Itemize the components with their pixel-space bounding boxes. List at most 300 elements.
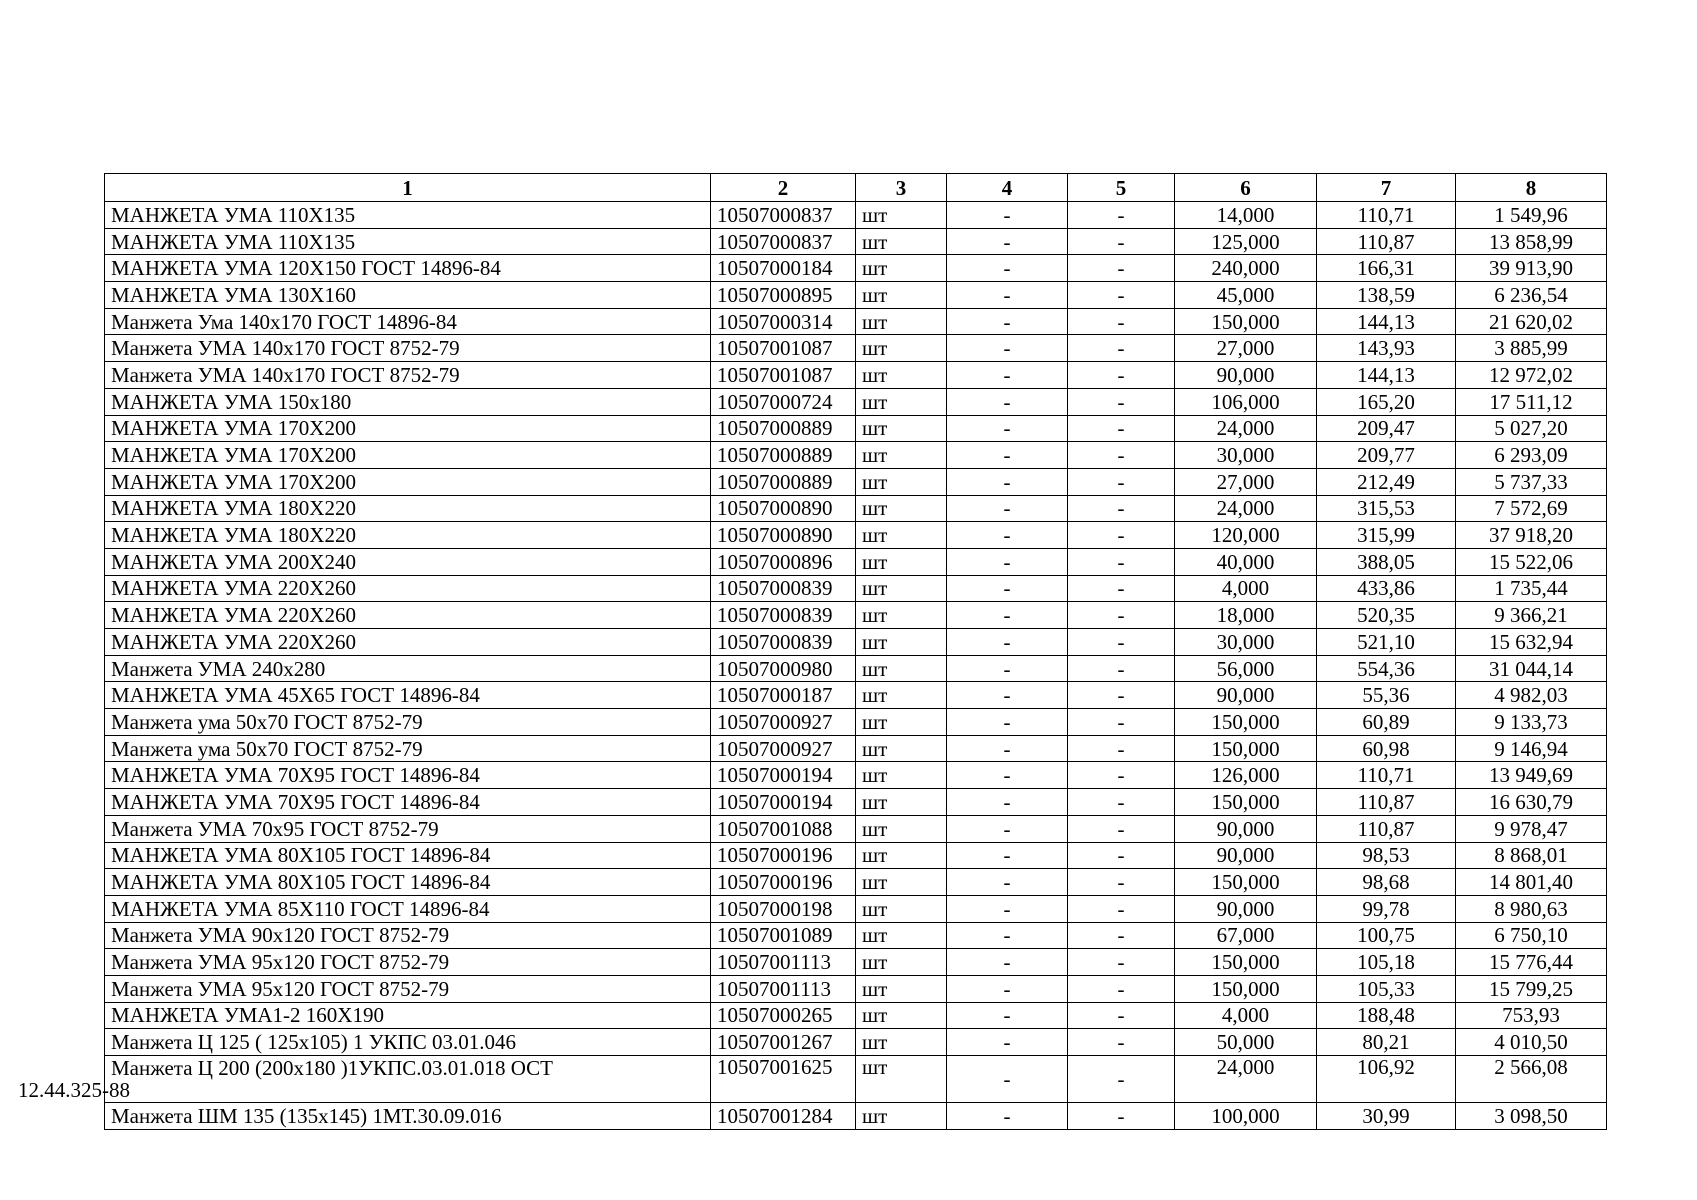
cell-price: 315,99 bbox=[1317, 522, 1456, 549]
table-row bbox=[105, 975, 1607, 1002]
cell-code: 10507000184 bbox=[711, 255, 856, 282]
table-row bbox=[105, 949, 1607, 976]
cell-unit: шт bbox=[856, 682, 947, 709]
cell-code: 10507000839 bbox=[711, 575, 856, 602]
cell-price: 98,68 bbox=[1317, 869, 1456, 896]
cell-col4: - bbox=[947, 228, 1068, 255]
cell-name: Манжета ума 50х70 ГОСТ 8752-79 bbox=[105, 735, 711, 762]
cell-name: МАНЖЕТА УМА 45Х65 ГОСТ 14896-84 bbox=[105, 682, 711, 709]
cell-price: 144,13 bbox=[1317, 362, 1456, 389]
cell-quantity: 50,000 bbox=[1175, 1029, 1317, 1056]
cell-sum: 9 146,94 bbox=[1456, 735, 1607, 762]
cell-col5: - bbox=[1068, 228, 1175, 255]
cell-quantity: 24,000 bbox=[1175, 1056, 1317, 1103]
cell-col5: - bbox=[1068, 709, 1175, 736]
cell-sum: 1 549,96 bbox=[1456, 202, 1607, 229]
cell-quantity: 90,000 bbox=[1175, 815, 1317, 842]
cell-col5: - bbox=[1068, 255, 1175, 282]
cell-unit: шт bbox=[856, 629, 947, 656]
cell-quantity: 24,000 bbox=[1175, 495, 1317, 522]
cell-quantity: 4,000 bbox=[1175, 1002, 1317, 1029]
table-row bbox=[105, 1002, 1607, 1029]
header-row bbox=[105, 174, 1607, 202]
cell-price: 165,20 bbox=[1317, 388, 1456, 415]
table-row bbox=[105, 442, 1607, 469]
cell-price: 100,75 bbox=[1317, 922, 1456, 949]
cell-col4: - bbox=[947, 949, 1068, 976]
cell-col5: - bbox=[1068, 282, 1175, 309]
table-row bbox=[105, 415, 1607, 442]
cell-col4: - bbox=[947, 682, 1068, 709]
cell-sum: 8 868,01 bbox=[1456, 842, 1607, 869]
cell-code: 10507001113 bbox=[711, 949, 856, 976]
cell-code: 10507000889 bbox=[711, 442, 856, 469]
cell-name: МАНЖЕТА УМА 220Х260 bbox=[105, 602, 711, 629]
cell-col5: - bbox=[1068, 1103, 1175, 1130]
cell-code: 10507000194 bbox=[711, 789, 856, 816]
cell-col4: - bbox=[947, 468, 1068, 495]
cell-name: МАНЖЕТА УМА 220Х260 bbox=[105, 575, 711, 602]
cell-price: 209,77 bbox=[1317, 442, 1456, 469]
cell-quantity: 150,000 bbox=[1175, 789, 1317, 816]
cell-col5: - bbox=[1068, 495, 1175, 522]
cell-price: 209,47 bbox=[1317, 415, 1456, 442]
cell-name: МАНЖЕТА УМА 85Х110 ГОСТ 14896-84 bbox=[105, 895, 711, 922]
cell-code: 10507000196 bbox=[711, 842, 856, 869]
cell-sum: 1 735,44 bbox=[1456, 575, 1607, 602]
cell-quantity: 40,000 bbox=[1175, 548, 1317, 575]
cell-name: МАНЖЕТА УМА 170Х200 bbox=[105, 468, 711, 495]
cell-name: МАНЖЕТА УМА 110Х135 bbox=[105, 202, 711, 229]
cell-name bbox=[18, 1056, 711, 1103]
header-col-8: 8 bbox=[1456, 174, 1607, 202]
cell-sum: 5 737,33 bbox=[1456, 468, 1607, 495]
table-row-wrapped bbox=[105, 1056, 1607, 1103]
cell-col4: - bbox=[947, 202, 1068, 229]
cell-col5: - bbox=[1068, 895, 1175, 922]
table-row bbox=[105, 682, 1607, 709]
cell-col4: - bbox=[947, 815, 1068, 842]
cell-col4: - bbox=[947, 1002, 1068, 1029]
cell-col5: - bbox=[1068, 789, 1175, 816]
cell-col4: - bbox=[947, 415, 1068, 442]
cell-unit: шт bbox=[856, 922, 947, 949]
cell-unit: шт bbox=[856, 869, 947, 896]
cell-code: 10507001113 bbox=[711, 975, 856, 1002]
table-row bbox=[105, 895, 1607, 922]
cell-col4: - bbox=[947, 522, 1068, 549]
cell-name: Манжета УМА 240х280 bbox=[105, 655, 711, 682]
cell-col4: - bbox=[947, 975, 1068, 1002]
cell-unit: шт bbox=[856, 415, 947, 442]
cell-col5: - bbox=[1068, 949, 1175, 976]
cell-unit: шт bbox=[856, 202, 947, 229]
cell-quantity: 150,000 bbox=[1175, 869, 1317, 896]
cell-unit: шт bbox=[856, 975, 947, 1002]
cell-col4: - bbox=[947, 789, 1068, 816]
cell-col4: - bbox=[947, 282, 1068, 309]
cell-quantity: 90,000 bbox=[1175, 362, 1317, 389]
cell-sum: 4 982,03 bbox=[1456, 682, 1607, 709]
header-col-2: 2 bbox=[711, 174, 856, 202]
cell-sum: 15 799,25 bbox=[1456, 975, 1607, 1002]
table-row bbox=[105, 655, 1607, 682]
cell-name: МАНЖЕТА УМА 80Х105 ГОСТ 14896-84 bbox=[105, 842, 711, 869]
cell-quantity: 150,000 bbox=[1175, 709, 1317, 736]
cell-quantity: 27,000 bbox=[1175, 335, 1317, 362]
cell-col5: - bbox=[1068, 815, 1175, 842]
cell-code: 10507000839 bbox=[711, 602, 856, 629]
table-row bbox=[105, 548, 1607, 575]
table-row bbox=[105, 869, 1607, 896]
cell-sum: 6 236,54 bbox=[1456, 282, 1607, 309]
cell-unit: шт bbox=[856, 362, 947, 389]
cell-sum: 3 885,99 bbox=[1456, 335, 1607, 362]
table-row bbox=[105, 495, 1607, 522]
cell-code: 10507000980 bbox=[711, 655, 856, 682]
cell-quantity: 125,000 bbox=[1175, 228, 1317, 255]
cell-name-line-1: Манжета Ц 200 (200х180 )1УКПС.03.01.018 ОСТ bbox=[111, 1056, 553, 1080]
table-row bbox=[105, 362, 1607, 389]
cell-code: 10507000198 bbox=[711, 895, 856, 922]
cell-name: Манжета УМА 140х170 ГОСТ 8752-79 bbox=[105, 335, 711, 362]
cell-col4: - bbox=[947, 362, 1068, 389]
cell-col4: - bbox=[947, 709, 1068, 736]
cell-col4: - bbox=[947, 735, 1068, 762]
cell-code: 10507000839 bbox=[711, 629, 856, 656]
cell-col5: - bbox=[1068, 362, 1175, 389]
cell-code: 10507000837 bbox=[711, 228, 856, 255]
cell-price: 30,99 bbox=[1317, 1103, 1456, 1130]
cell-unit: шт bbox=[856, 815, 947, 842]
cell-code: 10507000314 bbox=[711, 308, 856, 335]
cell-code: 10507000889 bbox=[711, 415, 856, 442]
cell-unit: шт bbox=[856, 949, 947, 976]
cell-name: Манжета УМА 90х120 ГОСТ 8752-79 bbox=[105, 922, 711, 949]
cell-quantity: 240,000 bbox=[1175, 255, 1317, 282]
cell-name: Манжета УМА 140х170 ГОСТ 8752-79 bbox=[105, 362, 711, 389]
cell-col4: - bbox=[947, 869, 1068, 896]
cell-sum: 15 522,06 bbox=[1456, 548, 1607, 575]
table-row bbox=[105, 602, 1607, 629]
cell-code: 10507000187 bbox=[711, 682, 856, 709]
cell-price: 106,92 bbox=[1317, 1056, 1456, 1103]
cell-col5: - bbox=[1068, 922, 1175, 949]
cell-price: 433,86 bbox=[1317, 575, 1456, 602]
cell-unit: шт bbox=[856, 255, 947, 282]
cell-code: 10507000196 bbox=[711, 869, 856, 896]
cell-col4: - bbox=[947, 548, 1068, 575]
cell-price: 212,49 bbox=[1317, 468, 1456, 495]
cell-name: МАНЖЕТА УМА 220Х260 bbox=[105, 629, 711, 656]
cell-unit: шт bbox=[856, 735, 947, 762]
cell-name: МАНЖЕТА УМА 70Х95 ГОСТ 14896-84 bbox=[105, 762, 711, 789]
cell-sum: 9 978,47 bbox=[1456, 815, 1607, 842]
cell-name: Манжета ума 50х70 ГОСТ 8752-79 bbox=[105, 709, 711, 736]
cell-price: 138,59 bbox=[1317, 282, 1456, 309]
cell-unit: шт bbox=[856, 442, 947, 469]
cell-col5: - bbox=[1068, 548, 1175, 575]
cell-name: МАНЖЕТА УМА 80Х105 ГОСТ 14896-84 bbox=[105, 869, 711, 896]
cell-col4: - bbox=[947, 255, 1068, 282]
cell-col4: - bbox=[947, 655, 1068, 682]
cell-name: МАНЖЕТА УМА 170Х200 bbox=[105, 415, 711, 442]
cell-sum: 9 133,73 bbox=[1456, 709, 1607, 736]
cell-col5: - bbox=[1068, 522, 1175, 549]
cell-code: 10507000265 bbox=[711, 1002, 856, 1029]
cell-unit: шт bbox=[856, 335, 947, 362]
cell-quantity: 90,000 bbox=[1175, 842, 1317, 869]
cell-unit: шт bbox=[856, 282, 947, 309]
cell-quantity: 150,000 bbox=[1175, 735, 1317, 762]
cell-quantity: 4,000 bbox=[1175, 575, 1317, 602]
table-row bbox=[105, 388, 1607, 415]
cell-unit: шт bbox=[856, 495, 947, 522]
cell-name: Манжета УМА 95х120 ГОСТ 8752-79 bbox=[105, 975, 711, 1002]
cell-quantity: 150,000 bbox=[1175, 308, 1317, 335]
cell-col5: - bbox=[1068, 202, 1175, 229]
table-row-last bbox=[105, 1103, 1607, 1130]
cell-col4: - bbox=[947, 1103, 1068, 1130]
cell-code: 10507000890 bbox=[711, 522, 856, 549]
cell-sum: 7 572,69 bbox=[1456, 495, 1607, 522]
cell-col4: - bbox=[947, 842, 1068, 869]
cell-code: 10507001284 bbox=[711, 1103, 856, 1130]
cell-col5: - bbox=[1068, 629, 1175, 656]
header-col-7: 7 bbox=[1317, 174, 1456, 202]
cell-name: МАНЖЕТА УМА1-2 160Х190 bbox=[105, 1002, 711, 1029]
cell-quantity: 100,000 bbox=[1175, 1103, 1317, 1130]
cell-price: 55,36 bbox=[1317, 682, 1456, 709]
cell-unit: шт bbox=[856, 468, 947, 495]
cell-unit: шт bbox=[856, 762, 947, 789]
cell-sum: 15 632,94 bbox=[1456, 629, 1607, 656]
cell-price: 144,13 bbox=[1317, 308, 1456, 335]
cell-unit: шт bbox=[856, 1056, 947, 1103]
cell-col5: - bbox=[1068, 415, 1175, 442]
cell-col5: - bbox=[1068, 842, 1175, 869]
cell-quantity: 90,000 bbox=[1175, 895, 1317, 922]
cell-col5: - bbox=[1068, 1056, 1175, 1103]
cell-price: 80,21 bbox=[1317, 1029, 1456, 1056]
cell-code: 10507001625 bbox=[711, 1056, 856, 1103]
cell-sum: 31 044,14 bbox=[1456, 655, 1607, 682]
cell-name: Манжета УМА 70х95 ГОСТ 8752-79 bbox=[105, 815, 711, 842]
cell-unit: шт bbox=[856, 548, 947, 575]
table-row bbox=[105, 735, 1607, 762]
cell-unit: шт bbox=[856, 789, 947, 816]
cell-price: 60,89 bbox=[1317, 709, 1456, 736]
cell-code: 10507000724 bbox=[711, 388, 856, 415]
cell-quantity: 24,000 bbox=[1175, 415, 1317, 442]
table-row bbox=[105, 629, 1607, 656]
cell-quantity: 150,000 bbox=[1175, 949, 1317, 976]
table-row bbox=[105, 308, 1607, 335]
cell-price: 105,33 bbox=[1317, 975, 1456, 1002]
cell-col5: - bbox=[1068, 1029, 1175, 1056]
cell-quantity: 126,000 bbox=[1175, 762, 1317, 789]
header-col-3: 3 bbox=[856, 174, 947, 202]
cell-unit: шт bbox=[856, 388, 947, 415]
cell-price: 521,10 bbox=[1317, 629, 1456, 656]
cell-col5: - bbox=[1068, 762, 1175, 789]
cell-col5: - bbox=[1068, 442, 1175, 469]
cell-price: 143,93 bbox=[1317, 335, 1456, 362]
cell-col5: - bbox=[1068, 468, 1175, 495]
table-row bbox=[105, 335, 1607, 362]
cell-sum: 6 293,09 bbox=[1456, 442, 1607, 469]
cell-price: 110,87 bbox=[1317, 228, 1456, 255]
cell-quantity: 90,000 bbox=[1175, 682, 1317, 709]
cell-name: МАНЖЕТА УМА 110Х135 bbox=[105, 228, 711, 255]
cell-unit: шт bbox=[856, 1029, 947, 1056]
cell-col4: - bbox=[947, 1056, 1068, 1103]
cell-col4: - bbox=[947, 629, 1068, 656]
cell-unit: шт bbox=[856, 308, 947, 335]
cell-price: 388,05 bbox=[1317, 548, 1456, 575]
cell-code: 10507000896 bbox=[711, 548, 856, 575]
cell-code: 10507001267 bbox=[711, 1029, 856, 1056]
cell-code: 10507000927 bbox=[711, 735, 856, 762]
cell-name: МАНЖЕТА УМА 180Х220 bbox=[105, 522, 711, 549]
cell-sum: 9 366,21 bbox=[1456, 602, 1607, 629]
cell-quantity: 14,000 bbox=[1175, 202, 1317, 229]
cell-col4: - bbox=[947, 495, 1068, 522]
cell-col5: - bbox=[1068, 388, 1175, 415]
cell-quantity: 106,000 bbox=[1175, 388, 1317, 415]
cell-unit: шт bbox=[856, 575, 947, 602]
cell-code: 10507000889 bbox=[711, 468, 856, 495]
cell-unit: шт bbox=[856, 895, 947, 922]
cell-col4: - bbox=[947, 602, 1068, 629]
cell-price: 110,87 bbox=[1317, 815, 1456, 842]
table-row bbox=[105, 842, 1607, 869]
cell-sum: 39 913,90 bbox=[1456, 255, 1607, 282]
table-row bbox=[105, 709, 1607, 736]
cell-sum: 15 776,44 bbox=[1456, 949, 1607, 976]
cell-col5: - bbox=[1068, 655, 1175, 682]
cell-quantity: 150,000 bbox=[1175, 975, 1317, 1002]
cell-unit: шт bbox=[856, 602, 947, 629]
cell-code: 10507001088 bbox=[711, 815, 856, 842]
cell-sum: 14 801,40 bbox=[1456, 869, 1607, 896]
table-row bbox=[105, 789, 1607, 816]
table-row bbox=[105, 762, 1607, 789]
table-row bbox=[105, 255, 1607, 282]
cell-col4: - bbox=[947, 922, 1068, 949]
cell-sum: 753,93 bbox=[1456, 1002, 1607, 1029]
cell-col4: - bbox=[947, 1029, 1068, 1056]
cell-sum: 13 858,99 bbox=[1456, 228, 1607, 255]
table-row bbox=[105, 228, 1607, 255]
cell-quantity: 56,000 bbox=[1175, 655, 1317, 682]
cell-name: МАНЖЕТА УМА 120Х150 ГОСТ 14896-84 bbox=[105, 255, 711, 282]
table-row bbox=[105, 202, 1607, 229]
cell-col5: - bbox=[1068, 1002, 1175, 1029]
cell-col5: - bbox=[1068, 308, 1175, 335]
cell-price: 110,71 bbox=[1317, 202, 1456, 229]
cell-unit: шт bbox=[856, 228, 947, 255]
cell-name-line-2: 12.44.325-88 bbox=[18, 1078, 130, 1102]
cell-unit: шт bbox=[856, 522, 947, 549]
cell-col4: - bbox=[947, 388, 1068, 415]
cell-name: МАНЖЕТА УМА 150х180 bbox=[105, 388, 711, 415]
cell-code: 10507001089 bbox=[711, 922, 856, 949]
header-col-1: 1 bbox=[105, 174, 711, 202]
cell-col5: - bbox=[1068, 869, 1175, 896]
table-body bbox=[18, 202, 1607, 1130]
cell-code: 10507000890 bbox=[711, 495, 856, 522]
cell-unit: шт bbox=[856, 655, 947, 682]
cell-quantity: 67,000 bbox=[1175, 922, 1317, 949]
cell-sum: 5 027,20 bbox=[1456, 415, 1607, 442]
cell-price: 105,18 bbox=[1317, 949, 1456, 976]
cell-name: МАНЖЕТА УМА 70Х95 ГОСТ 14896-84 bbox=[105, 789, 711, 816]
cell-price: 110,87 bbox=[1317, 789, 1456, 816]
cell-col4: - bbox=[947, 335, 1068, 362]
cell-price: 99,78 bbox=[1317, 895, 1456, 922]
cell-name: Манжета ШМ 135 (135х145) 1МТ.30.09.016 bbox=[105, 1103, 711, 1130]
cell-col5: - bbox=[1068, 682, 1175, 709]
table-row bbox=[105, 1029, 1607, 1056]
cell-code: 10507000927 bbox=[711, 709, 856, 736]
cell-code: 10507000837 bbox=[711, 202, 856, 229]
cell-col5: - bbox=[1068, 335, 1175, 362]
header-col-6: 6 bbox=[1175, 174, 1317, 202]
cell-unit: шт bbox=[856, 709, 947, 736]
cell-name: МАНЖЕТА УМА 130Х160 bbox=[105, 282, 711, 309]
cell-name: Манжета УМА 95х120 ГОСТ 8752-79 bbox=[105, 949, 711, 976]
table-row bbox=[105, 282, 1607, 309]
cell-price: 188,48 bbox=[1317, 1002, 1456, 1029]
cell-sum: 8 980,63 bbox=[1456, 895, 1607, 922]
cell-name: МАНЖЕТА УМА 200Х240 bbox=[105, 548, 711, 575]
cell-quantity: 45,000 bbox=[1175, 282, 1317, 309]
table-row bbox=[105, 815, 1607, 842]
header-col-5: 5 bbox=[1068, 174, 1175, 202]
table-row bbox=[105, 468, 1607, 495]
cell-sum: 13 949,69 bbox=[1456, 762, 1607, 789]
table-row bbox=[105, 522, 1607, 549]
cell-price: 166,31 bbox=[1317, 255, 1456, 282]
table-row bbox=[105, 922, 1607, 949]
items-table bbox=[18, 173, 1607, 1130]
cell-quantity: 27,000 bbox=[1175, 468, 1317, 495]
cell-code: 10507000194 bbox=[711, 762, 856, 789]
cell-sum: 6 750,10 bbox=[1456, 922, 1607, 949]
cell-quantity: 120,000 bbox=[1175, 522, 1317, 549]
cell-code: 10507001087 bbox=[711, 335, 856, 362]
cell-price: 98,53 bbox=[1317, 842, 1456, 869]
header-col-4: 4 bbox=[947, 174, 1068, 202]
cell-sum: 17 511,12 bbox=[1456, 388, 1607, 415]
cell-name: Манжета Ума 140х170 ГОСТ 14896-84 bbox=[105, 308, 711, 335]
cell-unit: шт bbox=[856, 1103, 947, 1130]
cell-sum: 21 620,02 bbox=[1456, 308, 1607, 335]
cell-col5: - bbox=[1068, 975, 1175, 1002]
cell-quantity: 18,000 bbox=[1175, 602, 1317, 629]
cell-sum: 12 972,02 bbox=[1456, 362, 1607, 389]
cell-unit: шт bbox=[856, 842, 947, 869]
cell-col5: - bbox=[1068, 602, 1175, 629]
cell-price: 60,98 bbox=[1317, 735, 1456, 762]
cell-sum: 2 566,08 bbox=[1456, 1056, 1607, 1103]
cell-name: МАНЖЕТА УМА 170Х200 bbox=[105, 442, 711, 469]
table-row bbox=[105, 575, 1607, 602]
cell-col4: - bbox=[947, 308, 1068, 335]
cell-unit: шт bbox=[856, 1002, 947, 1029]
cell-price: 520,35 bbox=[1317, 602, 1456, 629]
